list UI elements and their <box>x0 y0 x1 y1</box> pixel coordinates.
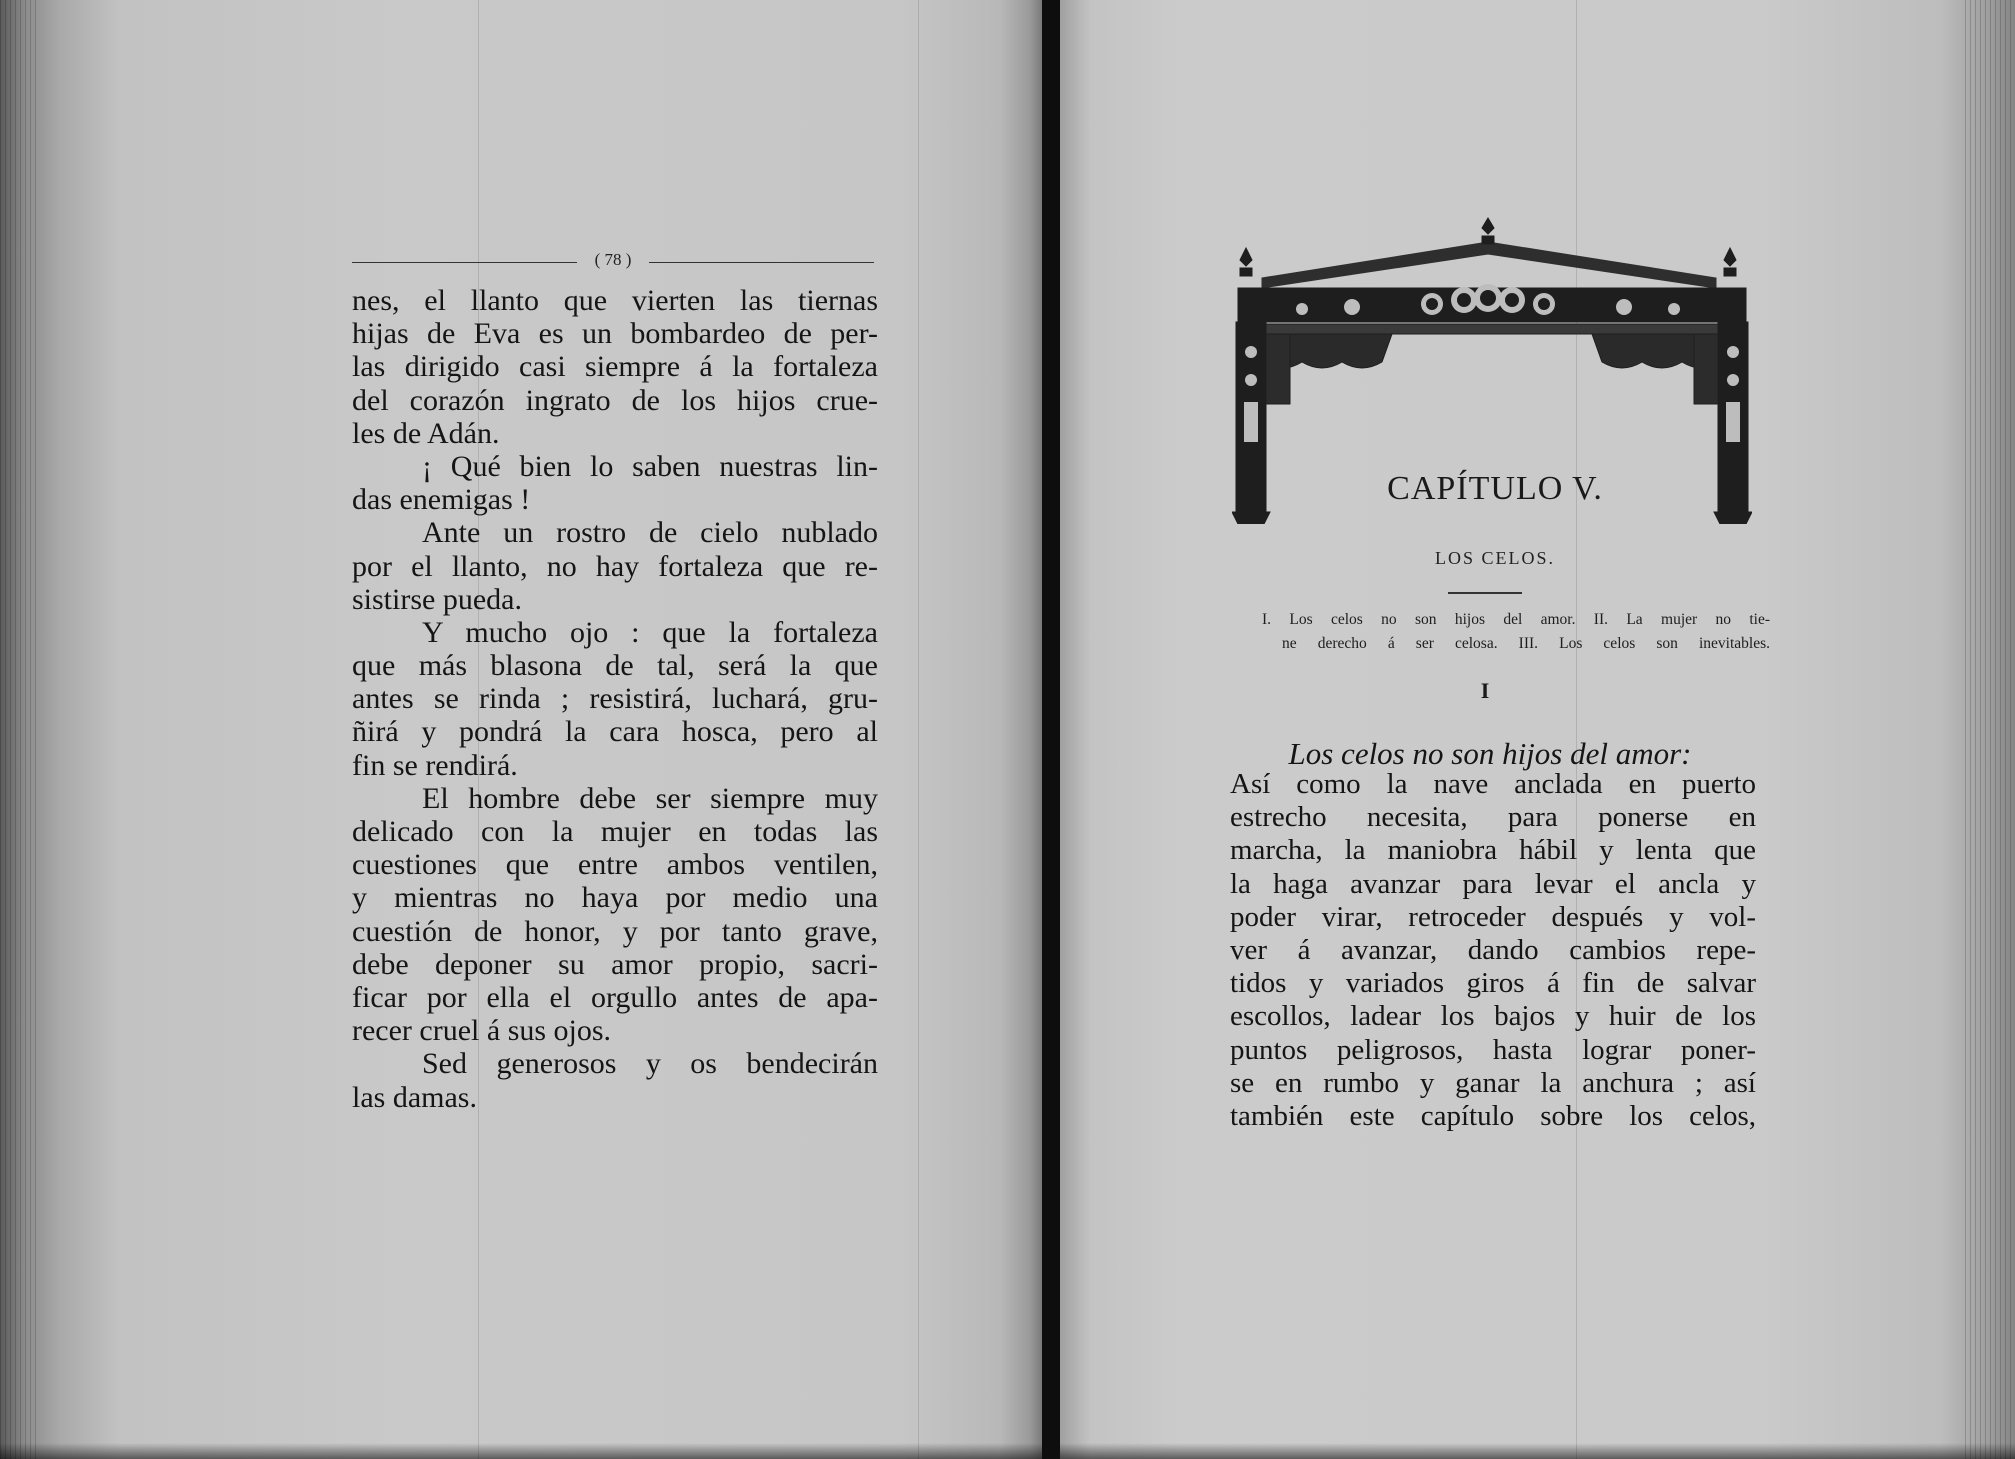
text-line: cuestiones que entre ambos ventilen, <box>352 848 878 882</box>
text-line: también este capítulo sobre los celos, <box>1230 1099 1756 1132</box>
text-line: ¡ Qué bien lo saben nuestras lin- <box>422 449 878 483</box>
text-line: debe deponer su amor propio, sacri- <box>352 947 878 981</box>
text-line: delicado con la mujer en todas las <box>352 815 878 848</box>
text-line: del corazón ingrato de los hijos crue- <box>352 383 878 417</box>
chapter-title: CAPÍTULO V. <box>1387 470 1603 507</box>
left-page-body <box>352 284 878 1114</box>
section-numeral: I <box>1480 678 1490 703</box>
text-line: se en rumbo y ganar la anchura ; así <box>1230 1066 1756 1099</box>
text-line: puntos peligrosos, hasta lograr poner- <box>1230 1033 1756 1066</box>
text-line: ficar por ella el orgullo antes de apa- <box>352 980 878 1014</box>
text-line: Sed generosos y os bendecirán <box>422 1047 878 1081</box>
text-line: por el llanto, no hay fortaleza que re- <box>352 549 878 583</box>
text-line: ver á avanzar, dando cambios repe- <box>1230 933 1756 966</box>
chapter-summary <box>1262 608 1770 656</box>
text-line: fin se rendirá. <box>352 748 518 782</box>
page-header <box>352 250 874 274</box>
text-line: Ante un rostro de cielo nublado <box>422 516 878 550</box>
text-line: sistirse pueda. <box>352 582 522 616</box>
left-page-bottom-shadow <box>0 1443 1042 1459</box>
text-line: cuestión de honor, y por tanto grave, <box>352 914 878 948</box>
left-page-edge <box>0 0 40 1459</box>
text-line: las dirigido casi siempre á la fortaleza <box>352 350 878 384</box>
left-page-fold-crease-2 <box>918 0 919 1459</box>
book-spine <box>1042 0 1060 1459</box>
chapter-subtitle: LOS CELOS. <box>1434 548 1555 568</box>
text-line: ñirá y pondrá la cara hosca, pero al <box>352 715 878 749</box>
text-line: nes, el llanto que vierten las tiernas <box>352 284 878 317</box>
text-line: hijas de Eva es un bombardeo de per- <box>352 317 878 351</box>
right-page-bottom-shadow <box>1060 1443 2015 1459</box>
header-rule-right <box>649 262 874 263</box>
text-line: tidos y variados giros á fin de salvar <box>1230 967 1756 1000</box>
text-line: las damas. <box>352 1080 477 1114</box>
text-line: Así como la nave anclada en puerto <box>1230 768 1756 800</box>
text-line: escollos, ladear los bajos y huir de los <box>1230 1000 1756 1033</box>
right-page-body <box>1230 768 1756 1133</box>
text-line: El hombre debe ser siempre muy <box>422 781 878 815</box>
text-line: antes se rinda ; resistirá, luchará, gru- <box>352 682 878 716</box>
text-line: poder virar, retroceder después y vol- <box>1230 900 1756 933</box>
text-line: recer cruel á sus ojos. <box>352 1014 612 1048</box>
text-line: das enemigas ! <box>352 483 531 517</box>
text-line: estrecho necesita, para ponerse en <box>1230 801 1756 834</box>
text-line: les de Adán. <box>352 416 500 450</box>
text-line: y mientras no haya por medio una <box>352 881 878 915</box>
summary-rule <box>1448 592 1522 594</box>
text-line: marcha, la maniobra hábil y lenta que <box>1230 834 1756 867</box>
summary-line: ne derecho á ser celosa. III. Los celos son inevitables. <box>1282 635 1770 652</box>
text-line: Y mucho ojo : que la fortaleza <box>422 615 878 649</box>
section-title: Los celos no son hijos del amor: <box>1288 736 1692 771</box>
text-line: que más blasona de tal, será la que <box>352 649 878 683</box>
text-line: la haga avanzar para levar el ancla y <box>1230 867 1756 900</box>
summary-line: I. Los celos no son hijos del amor. II. La mujer no tie- <box>1262 611 1770 628</box>
page-number: ( 78 ) <box>594 250 632 269</box>
right-page-edge <box>1965 0 2015 1459</box>
